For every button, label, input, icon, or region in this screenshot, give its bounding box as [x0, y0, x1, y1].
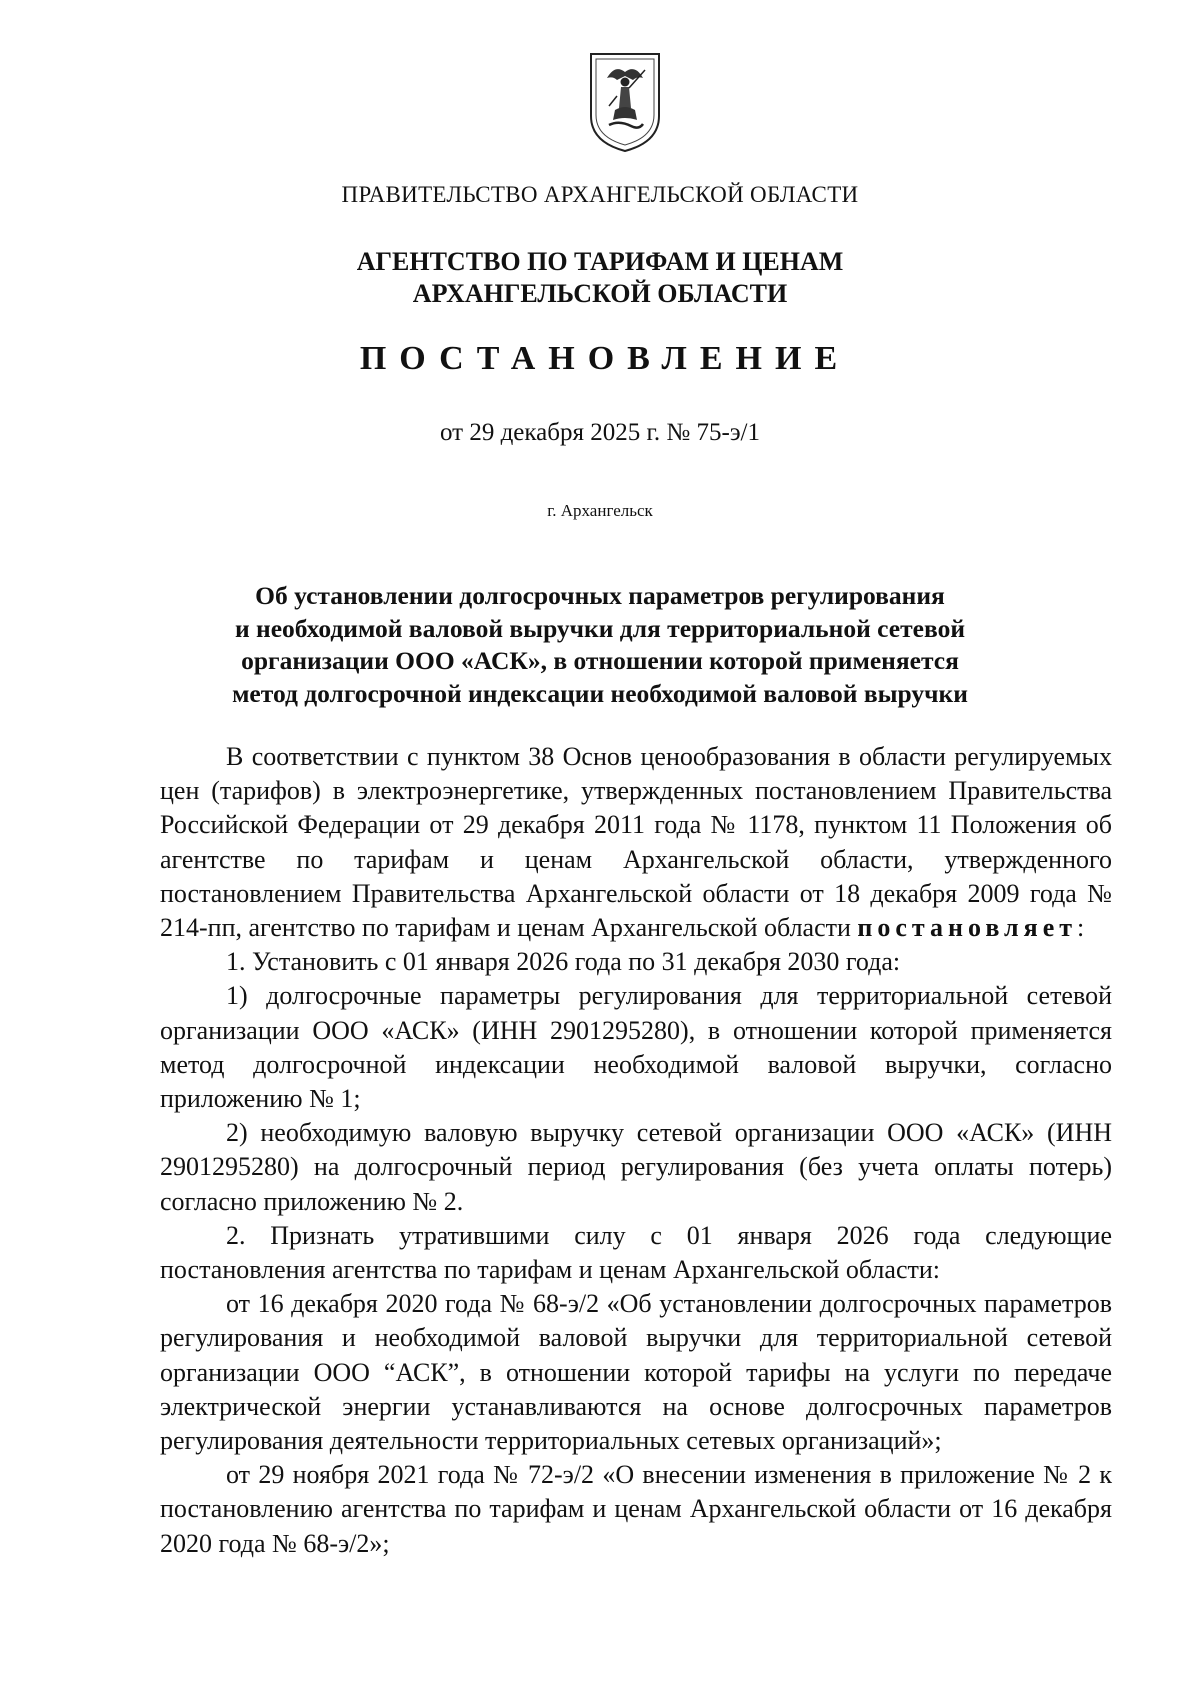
title-line-2: и необходимой валовой выручки для территориальной сетевой — [234, 613, 966, 643]
item-2-subitem-1: от 16 декабря 2020 года № 68-э/2 «Об установлении долгосрочных параметров регулирования и необходимой валовой выручки для территориальной сетевой организации ООО “АСК”, в отношении которой тарифы на услуги по передаче электрической энергии устанавливаются на основе долгосрочных параметров регулирования деятельности территориальных сетевых организаций»; — [160, 1289, 1112, 1456]
document-body — [160, 740, 1112, 1561]
preamble-paragraph — [160, 740, 1112, 945]
document-date-number: от 29 декабря 2025 г. № 75-э/1 — [439, 419, 761, 446]
title-line-3: организации ООО «АСК», в отношении которой применяется — [241, 646, 959, 675]
item-1-subitem-1: 1) долгосрочные параметры регулирования для территориальной сетевой организации ООО «АСК» (ИНН 2901295280), в отношении которой применяется метод долгосрочной индексации необходимой валовой выручки, согласно приложению № 1; — [160, 981, 1112, 1114]
document-title — [0, 580, 1200, 710]
document-city: г. Архангельск — [547, 501, 653, 520]
item-2: 2. Признать утратившими силу с 01 января 2026 года следующие постановления агентства по тарифам и ценам Архангельской области: — [160, 1220, 1112, 1285]
decree-colon: : — [1077, 913, 1085, 943]
arkhangelsk-coat-of-arms-icon — [585, 50, 665, 155]
coat-of-arms-emblem — [585, 50, 665, 155]
title-line-1: Об установлении долгосрочных параметров регулирования — [255, 581, 945, 610]
document-type: ПОСТАНОВЛЕНИЕ — [359, 340, 851, 377]
title-line-4: метод долгосрочной индексации необходимой валовой выручки — [232, 678, 968, 708]
agency-name-line-2: АРХАНГЕЛЬСКОЙ ОБЛАСТИ — [412, 279, 788, 308]
government-name: ПРАВИТЕЛЬСТВО АРХАНГЕЛЬСКОЙ ОБЛАСТИ — [341, 182, 859, 207]
agency-name — [0, 246, 1200, 310]
item-1-subitem-2: 2) необходимую валовую выручку сетевой организации ООО «АСК» (ИНН 2901295280) на долгосрочный период регулирования (без учета оплаты потерь) согласно приложению № 2. — [160, 1118, 1112, 1216]
preamble-text: В соответствии с пунктом 38 Основ ценообразования в области регулируемых цен (тарифов) в электроэнергетике, утвержденных постановлением Правительства Российской Федерации от 29 декабря 2011 года № 1178, пунктом 11 Положения об агентстве по тарифам и ценам Архангельской области, утвержденного постановлением Правительства Архангельской области от 18 декабря 2009 года № 214-пп, агентство по тарифам и ценам Архангельской области — [160, 742, 1112, 943]
agency-name-line-1: АГЕНТСТВО ПО ТАРИФАМ И ЦЕНАМ — [356, 247, 844, 276]
item-2-subitem-2: от 29 ноября 2021 года № 72-э/2 «О внесении изменения в приложение № 2 к постановлению агентства по тарифам и ценам Архангельской области от 16 декабря 2020 года № 68-э/2»; — [160, 1460, 1112, 1558]
item-1: 1. Установить с 01 января 2026 года по 31 декабря 2030 года: — [226, 947, 901, 977]
decree-word: постановляет — [857, 913, 1078, 943]
